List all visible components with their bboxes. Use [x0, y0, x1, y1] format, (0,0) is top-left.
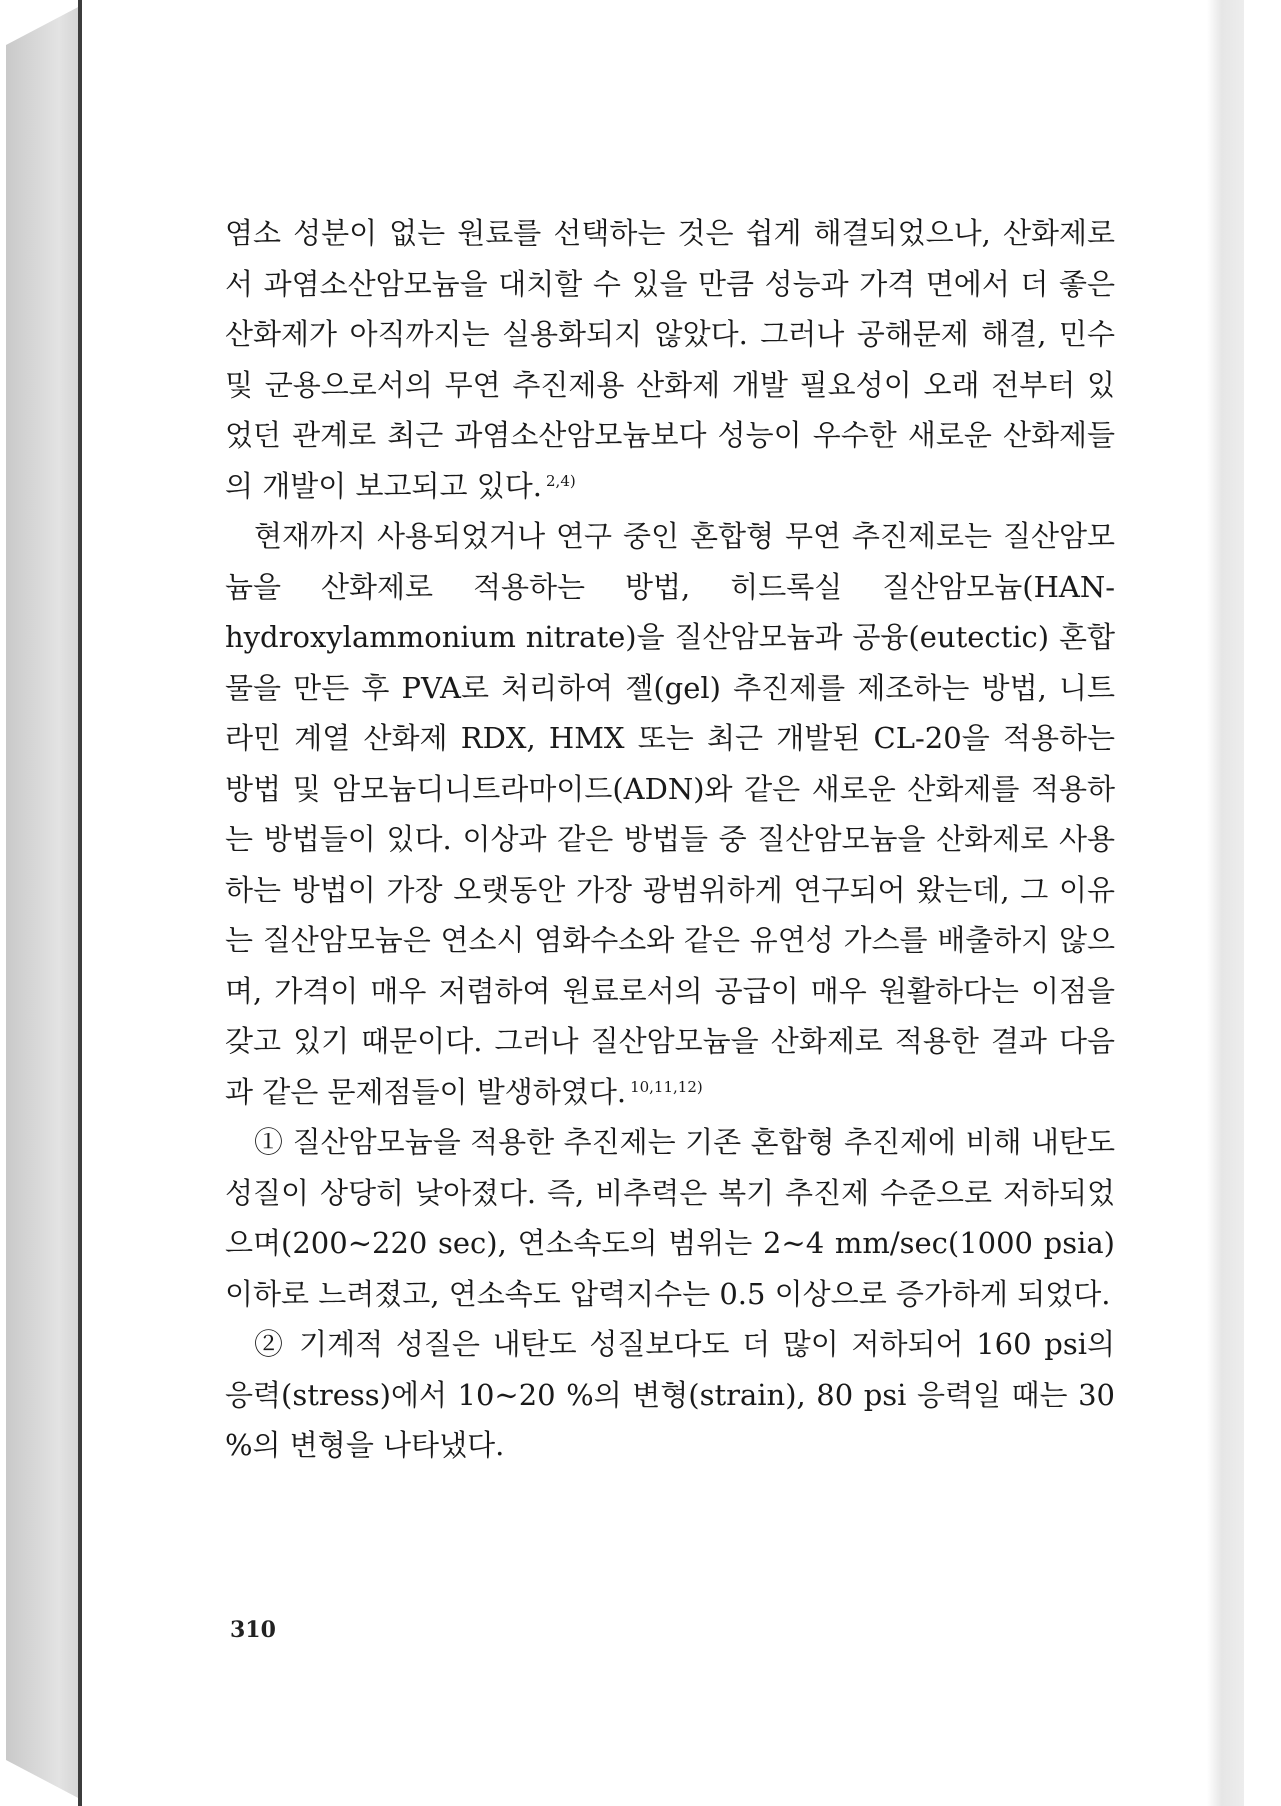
page — [82, 0, 1244, 1806]
book-spine — [6, 5, 82, 1800]
page-number: 310 — [230, 1617, 276, 1643]
paragraph-1: 염소 성분이 없는 원료를 선택하는 것은 쉽게 해결되었으나, 산화제로서 과염소산암모늄을 대치할 수 있을 만큼 성능과 가격 면에서 더 좋은 산화제가 아직까지는 실용화되지 않았다. 그러나 공해문제 해결, 민수 및 군용으로서의 무연 추진제용 산화제 개발 필요성이 오래 전부터 있었던 관계로 최근 과염소산암모늄보다 성능이 우수한 새로운 산화제들의 개발이 보고되고 있다. $^{2,4)}$ — [225, 216, 1115, 503]
body-text — [225, 208, 1115, 1471]
paragraph-2: 현재까지 사용되었거나 연구 중인 혼합형 무연 추진제로는 질산암모늄을 산화제로 적용하는 방법, 히드록실 질산암모늄(HAN-hydroxylammonium nitrate)을 질산암모늄과 공융(eutectic) 혼합물을 만든 후 PVA로 처리하여 젤(gel) 추진제를 제조하는 방법, 니트라민 계열 산화제 RDX, HMX 또는 최근 개발된 CL-20을 적용하는 방법 및 암모늄디니트라마이드(ADN)와 같은 새로운 산화제를 적용하는 방법들이 있다. 이상과 같은 방법들 중 질산암모늄을 산화제로 사용하는 방법이 가장 오랫동안 가장 광범위하게 연구되어 왔는데, 그 이유는 질산암모늄은 연소시 염화수소와 같은 유연성 가스를 배출하지 않으며, 가격이 매우 저렴하여 원료로서의 공급이 매우 원활하다는 이점을 갖고 있기 때문이다. 그러나 질산암모늄을 산화제로 적용한 결과 다음과 같은 문제점들이 발생하였다. $^{10,11,12)}$ — [225, 519, 1115, 1109]
reference-2: 10,11,12) — [630, 1077, 703, 1096]
paragraph-3: ① 질산암모늄을 적용한 추진제는 기존 혼합형 추진제에 비해 내탄도 성질이 상당히 낮아졌다. 즉, 비추력은 복기 추진제 수준으로 저하되었으며(200∼220 sec), 연소속도의 범위는 2∼4 mm/sec(1000 psia) 이하로 느려졌고, 연소속도 압력지수는 0.5 이상으로 증가하게 되었다. — [225, 1125, 1115, 1311]
reference-1: 2,4) — [546, 471, 576, 490]
page-edge-shadow — [1207, 0, 1244, 1806]
paragraph-4: ② 기계적 성질은 내탄도 성질보다도 더 많이 저하되어 160 psi의 응력(stress)에서 10∼20 %의 변형(strain), 80 psi 응력일 때는 30 %의 변형을 나타냈다. — [225, 1327, 1115, 1462]
